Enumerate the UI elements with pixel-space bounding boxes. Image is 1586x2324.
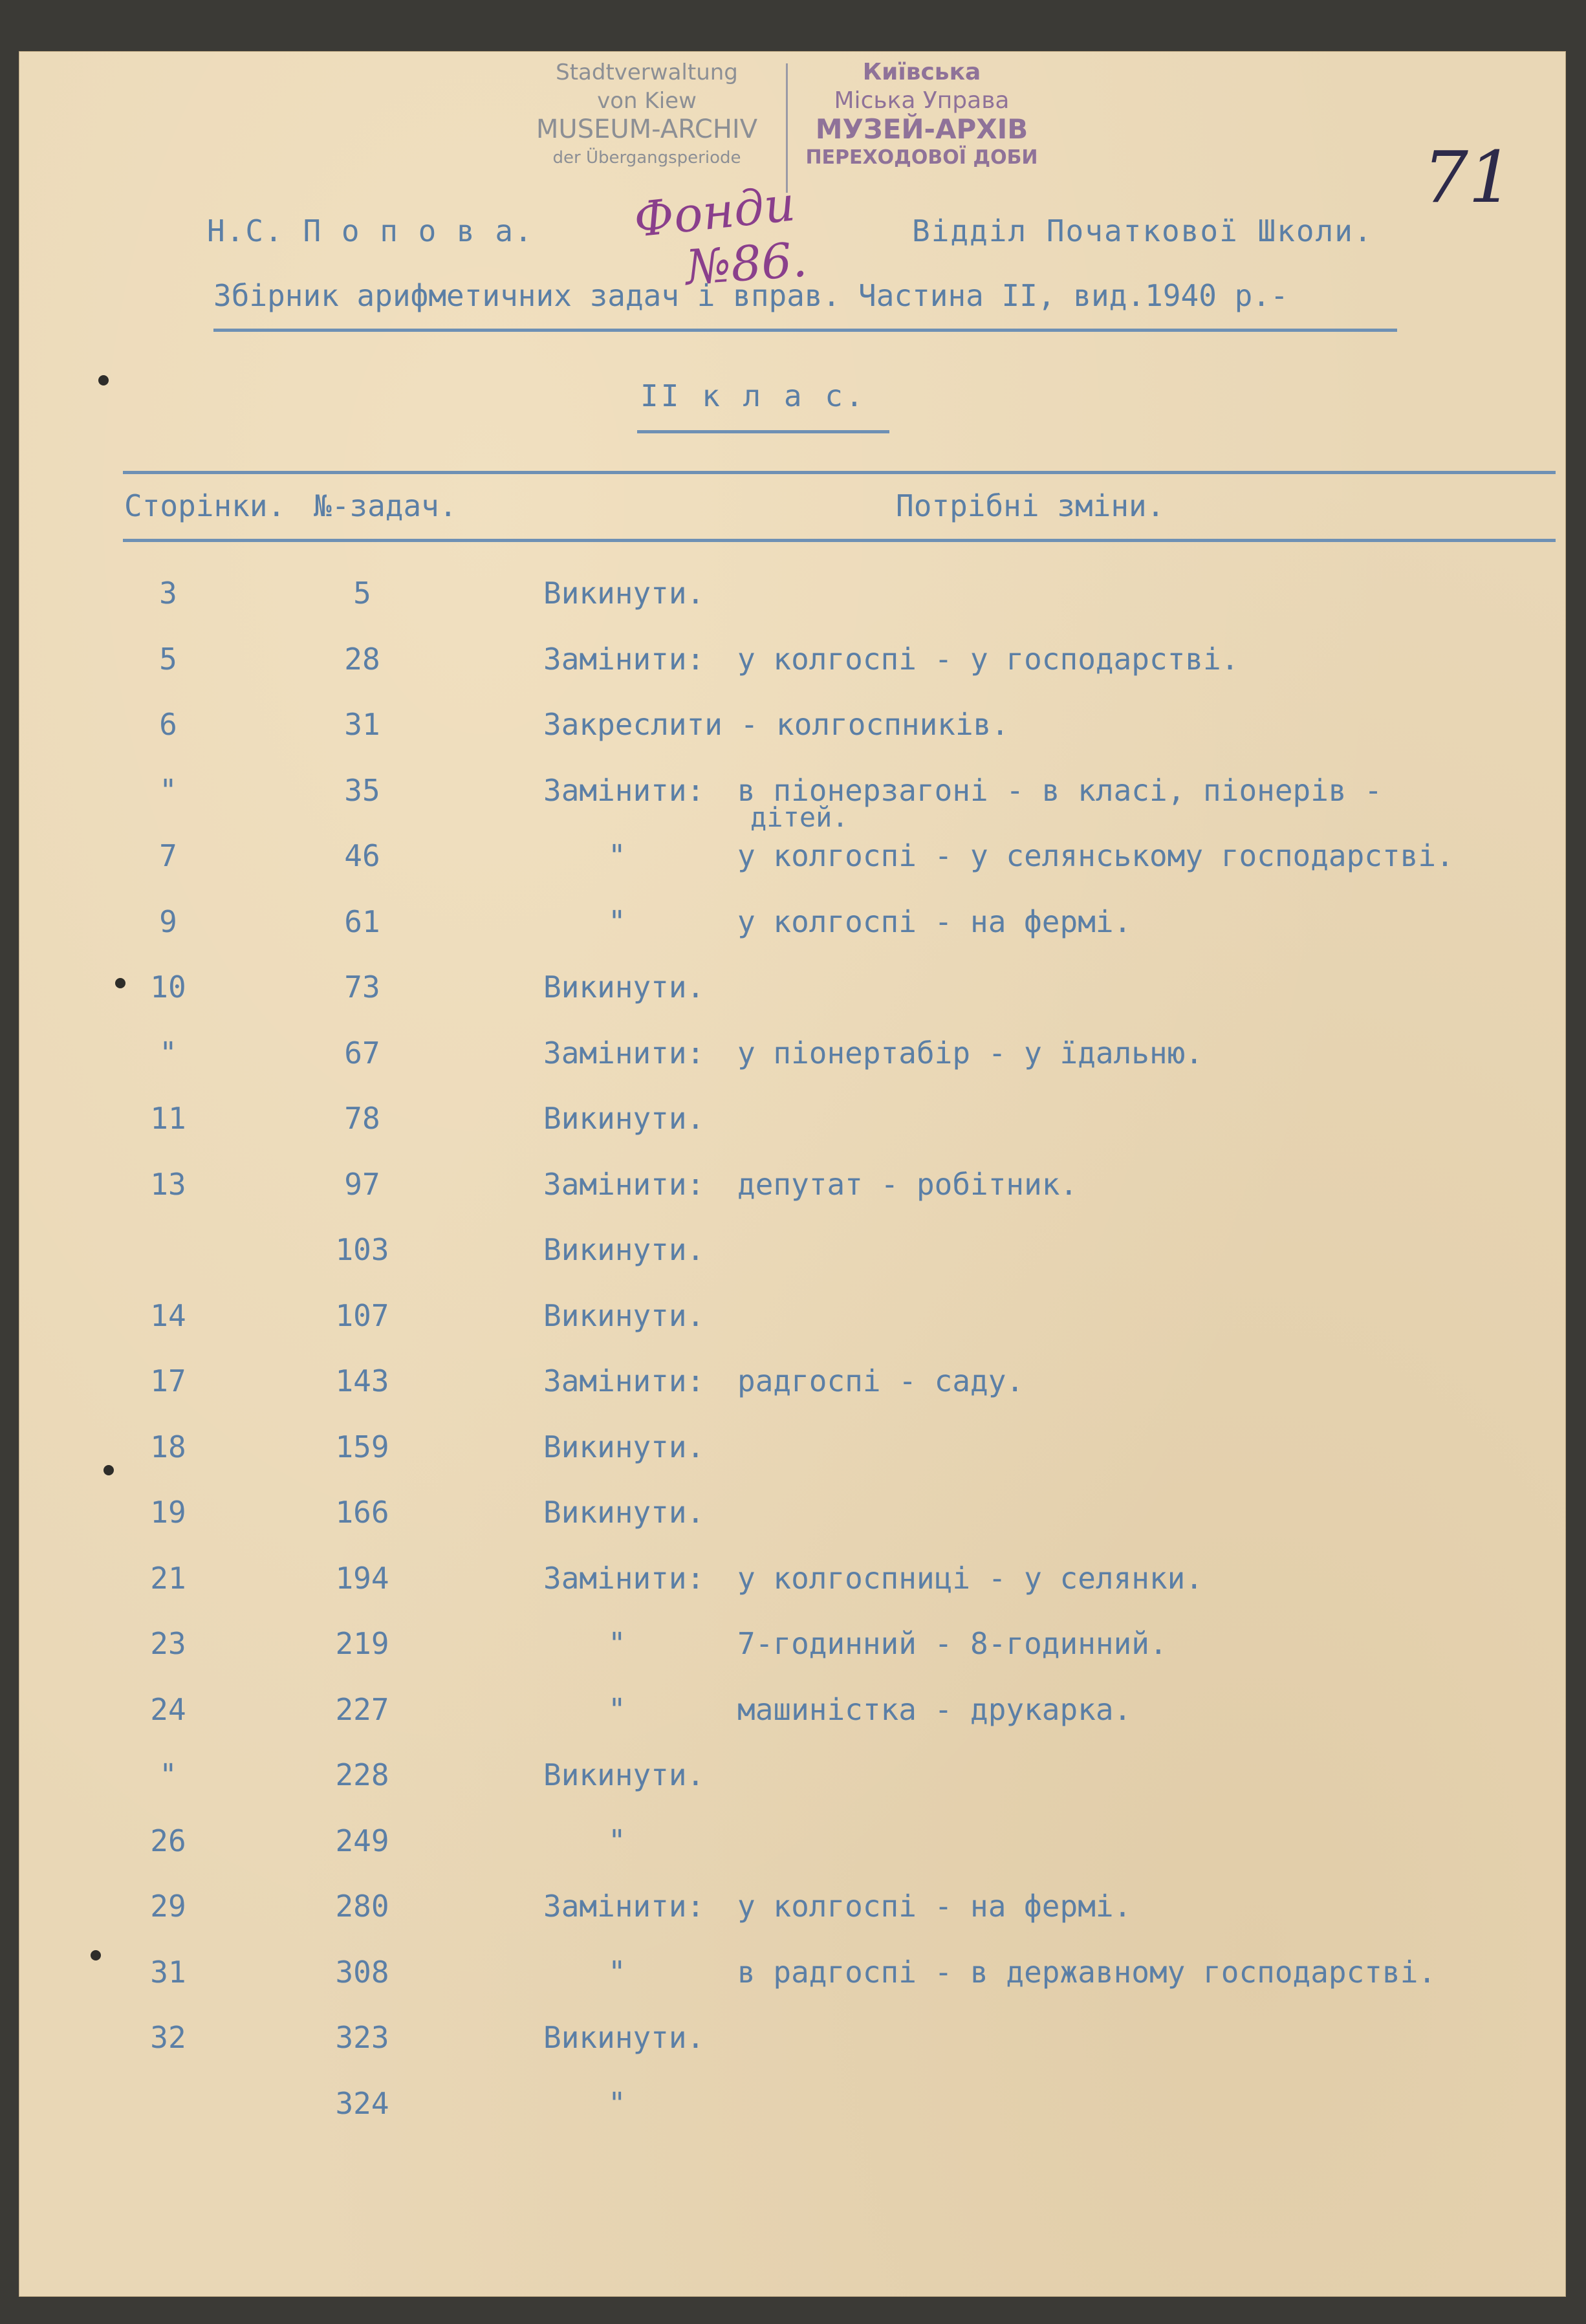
row-page: " bbox=[159, 1757, 177, 1792]
table-top-rule bbox=[123, 471, 1556, 474]
row-page: 6 bbox=[159, 707, 177, 742]
row-page: 24 bbox=[150, 1691, 186, 1727]
stamp-left-line: Stadtverwaltung bbox=[556, 60, 738, 85]
fond-label: Фонди bbox=[631, 176, 798, 248]
row-detail: у колгоспі - на фермі. bbox=[737, 904, 1132, 939]
row-task: 73 bbox=[344, 970, 380, 1005]
document-sheet bbox=[19, 52, 1565, 2296]
table-row bbox=[19, 1363, 1565, 1415]
row-task: 227 bbox=[335, 1691, 389, 1727]
stamp-right-line: Міська Управа bbox=[834, 87, 1010, 114]
row-action: " bbox=[608, 2085, 626, 2121]
punch-hole bbox=[91, 1950, 101, 1960]
table-header-rule bbox=[123, 539, 1556, 542]
row-detail: машиністка - друкарка. bbox=[737, 1691, 1132, 1727]
row-detail: у колгоспі - у селянському господарстві. bbox=[737, 838, 1454, 873]
table-row bbox=[19, 2020, 1565, 2072]
row-detail: у піонертабір - у їдальню. bbox=[737, 1035, 1204, 1070]
table-row bbox=[19, 1167, 1565, 1219]
row-task: 324 bbox=[335, 2085, 389, 2121]
column-header-pages: Сторінки. bbox=[124, 488, 286, 523]
row-task: 61 bbox=[344, 904, 380, 939]
sheet-number: 71 bbox=[1423, 136, 1514, 219]
row-action: Викинути. bbox=[543, 970, 705, 1005]
row-page: 23 bbox=[150, 1626, 186, 1661]
row-task: 280 bbox=[335, 1889, 389, 1924]
row-action: " bbox=[608, 1626, 626, 1661]
row-task: 159 bbox=[335, 1429, 389, 1464]
table-row bbox=[19, 1823, 1565, 1875]
table-row bbox=[19, 576, 1565, 627]
row-page: 10 bbox=[150, 970, 186, 1005]
row-detail: радгоспі - саду. bbox=[737, 1363, 1025, 1398]
row-page: 9 bbox=[159, 904, 177, 939]
table-row bbox=[19, 2086, 1565, 2138]
row-page: 3 bbox=[159, 576, 177, 611]
punch-hole bbox=[115, 978, 125, 988]
row-page: 31 bbox=[150, 1954, 186, 1990]
table-row bbox=[19, 707, 1565, 759]
row-page: 26 bbox=[150, 1823, 186, 1858]
author-name: Н.С. П о п о в а. bbox=[207, 213, 534, 248]
row-task: 31 bbox=[344, 707, 380, 742]
row-page: 21 bbox=[150, 1560, 186, 1596]
row-action: Викинути. bbox=[543, 1757, 705, 1792]
row-task: 323 bbox=[335, 2020, 389, 2055]
row-task: 35 bbox=[344, 772, 380, 808]
class-label: ІІ к л а с. bbox=[640, 378, 866, 413]
row-page: 7 bbox=[159, 838, 177, 873]
row-task: 5 bbox=[353, 576, 371, 611]
row-task: 103 bbox=[335, 1232, 389, 1267]
row-page: 18 bbox=[150, 1429, 186, 1464]
table-row bbox=[19, 772, 1565, 833]
table-row bbox=[19, 1757, 1565, 1809]
row-page: 29 bbox=[150, 1889, 186, 1924]
row-page: 32 bbox=[150, 2020, 186, 2055]
row-action: " bbox=[608, 1691, 626, 1727]
stamp-left-line: der Übergangsperiode bbox=[552, 148, 741, 168]
row-detail-continuation: дітей. bbox=[750, 801, 849, 833]
column-header-tasks: №-задач. bbox=[314, 488, 457, 523]
table-row bbox=[19, 1955, 1565, 2006]
punch-hole bbox=[103, 1465, 114, 1475]
row-page: 13 bbox=[150, 1166, 186, 1202]
row-action: Викинути. bbox=[543, 1495, 705, 1530]
german-archive-stamp bbox=[517, 58, 776, 172]
row-detail: в радгоспі - в державному господарстві. bbox=[737, 1954, 1437, 1990]
row-action: " bbox=[608, 904, 626, 939]
row-action: Замінити: bbox=[543, 1363, 705, 1398]
row-task: 28 bbox=[344, 641, 380, 677]
table-row bbox=[19, 1692, 1565, 1744]
row-task: 107 bbox=[335, 1298, 389, 1333]
punch-hole bbox=[98, 375, 109, 386]
row-action: Викинути. bbox=[543, 1232, 705, 1267]
table-row bbox=[19, 904, 1565, 956]
row-action: Замінити: bbox=[543, 772, 705, 808]
row-action: Замінити: bbox=[543, 1035, 705, 1070]
row-action: Викинути. bbox=[543, 576, 705, 611]
row-action: Викинути. bbox=[543, 1101, 705, 1136]
ukrainian-archive-stamp bbox=[792, 58, 1051, 172]
title-underline bbox=[213, 329, 1397, 332]
row-action: " bbox=[608, 1823, 626, 1858]
row-action: Закреслити - колгоспників. bbox=[543, 707, 1010, 742]
row-task: 143 bbox=[335, 1363, 389, 1398]
class-underline bbox=[637, 430, 889, 433]
table-row bbox=[19, 642, 1565, 693]
row-detail: у колгоспі - у господарстві. bbox=[737, 641, 1239, 677]
table-row bbox=[19, 1101, 1565, 1153]
row-task: 228 bbox=[335, 1757, 389, 1792]
row-action: Замінити: bbox=[543, 641, 705, 677]
row-task: 219 bbox=[335, 1626, 389, 1661]
table-row bbox=[19, 1889, 1565, 1940]
row-detail: депутат - робітник. bbox=[737, 1166, 1078, 1202]
table-row bbox=[19, 1298, 1565, 1350]
row-task: 308 bbox=[335, 1954, 389, 1990]
table-row bbox=[19, 1626, 1565, 1678]
stamp-right-line: МУЗЕЙ-АРХІВ bbox=[815, 113, 1028, 145]
row-action: Замінити: bbox=[543, 1560, 705, 1596]
row-page: " bbox=[159, 1035, 177, 1070]
row-action: " bbox=[608, 838, 626, 873]
stamp-right-line: Київська bbox=[862, 59, 981, 85]
column-header-changes: Потрібні зміни. bbox=[896, 488, 1165, 523]
row-task: 78 bbox=[344, 1101, 380, 1136]
fond-number: №86. bbox=[684, 232, 809, 296]
row-action: " bbox=[608, 1954, 626, 1990]
row-task: 67 bbox=[344, 1035, 380, 1070]
row-task: 194 bbox=[335, 1560, 389, 1596]
row-action: Викинути. bbox=[543, 1429, 705, 1464]
row-action: Замінити: bbox=[543, 1889, 705, 1924]
row-task: 166 bbox=[335, 1495, 389, 1530]
table-row bbox=[19, 1429, 1565, 1481]
table-row bbox=[19, 1561, 1565, 1613]
row-task: 249 bbox=[335, 1823, 389, 1858]
table-row bbox=[19, 970, 1565, 1021]
row-page: 14 bbox=[150, 1298, 186, 1333]
row-task: 97 bbox=[344, 1166, 380, 1202]
row-page: 17 bbox=[150, 1363, 186, 1398]
row-action: Викинути. bbox=[543, 2020, 705, 2055]
stamp-right-line: ПЕРЕХОДОВОЇ ДОБИ bbox=[805, 146, 1038, 169]
stamp-divider bbox=[786, 63, 788, 193]
table-row bbox=[19, 1495, 1565, 1547]
row-page: 5 bbox=[159, 641, 177, 677]
document-title: Збірник арифметичних задач і вправ. Частина ІІ, вид.1940 р.- bbox=[213, 278, 1288, 313]
row-task: 46 bbox=[344, 838, 380, 873]
row-page: " bbox=[159, 772, 177, 808]
row-detail: в піонерзагоні - в класі, піонерів - bbox=[737, 772, 1382, 808]
table-row bbox=[19, 1232, 1565, 1284]
row-action: Замінити: bbox=[543, 1166, 705, 1202]
row-detail: у колгоспниці - у селянки. bbox=[737, 1560, 1204, 1596]
row-detail: 7-годинний - 8-годинний. bbox=[737, 1626, 1168, 1661]
row-page: 19 bbox=[150, 1495, 186, 1530]
table-row bbox=[19, 1036, 1565, 1087]
stamp-left-line: von Kiew bbox=[597, 88, 697, 114]
stamp-left-line: MUSEUM-ARCHIV bbox=[536, 114, 758, 144]
department-name: Відділ Початкової Школи. bbox=[912, 213, 1373, 248]
row-action: Викинути. bbox=[543, 1298, 705, 1333]
row-page: 11 bbox=[150, 1101, 186, 1136]
table-row bbox=[19, 838, 1565, 890]
row-detail: у колгоспі - на фермі. bbox=[737, 1889, 1132, 1924]
